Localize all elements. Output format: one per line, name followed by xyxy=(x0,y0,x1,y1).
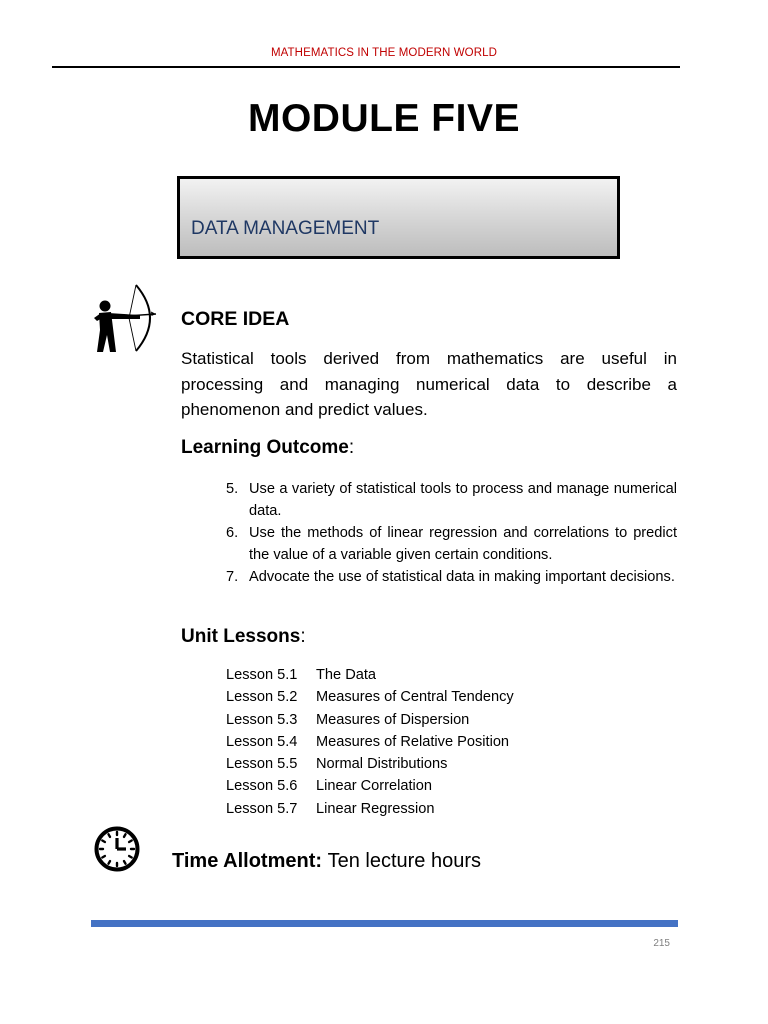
lesson-row xyxy=(226,798,514,820)
learning-outcome-list xyxy=(226,478,677,588)
time-allotment-value: Ten lecture hours xyxy=(327,850,481,872)
list-item-number: 7. xyxy=(226,569,239,585)
header-divider xyxy=(52,66,680,68)
lesson-title: Measures of Dispersion xyxy=(316,711,470,728)
unit-lessons-list xyxy=(226,664,514,820)
lesson-title: Normal Distributions xyxy=(316,756,448,773)
list-item xyxy=(226,478,677,522)
learning-outcome-colon: : xyxy=(348,437,355,458)
lesson-row xyxy=(226,709,514,731)
list-item-number: 6. xyxy=(226,525,239,541)
module-title: MODULE FIVE xyxy=(247,97,520,140)
core-idea-text: Statistical tools derived from mathematics are useful in processing and managing numerical data to describe a phenomenon and predict values. xyxy=(181,349,677,419)
running-header: MATHEMATICS IN THE MODERN WORLD xyxy=(270,47,498,59)
lesson-code: Lesson 5.5 xyxy=(226,756,298,773)
lesson-code: Lesson 5.2 xyxy=(226,689,298,706)
lesson-code: Lesson 5.4 xyxy=(226,733,298,750)
unit-lessons-title: Unit Lessons xyxy=(181,626,301,647)
lesson-row xyxy=(226,775,514,797)
lesson-title: The Data xyxy=(316,667,377,683)
list-item-number: 5. xyxy=(226,481,239,497)
time-allotment xyxy=(172,850,481,873)
lesson-row xyxy=(226,731,514,753)
lesson-title: Measures of Relative Position xyxy=(316,733,510,750)
unit-lessons-colon: : xyxy=(300,626,306,647)
footer-divider xyxy=(91,920,678,927)
lesson-row xyxy=(226,664,514,686)
lesson-row xyxy=(226,753,514,775)
page-number: 215 xyxy=(653,938,670,949)
lesson-code: Lesson 5.3 xyxy=(226,711,298,728)
learning-outcome-heading xyxy=(181,437,354,459)
lesson-title: Linear Regression xyxy=(316,800,435,817)
list-item-text: Use a variety of statistical tools to process and manage numerical data. xyxy=(249,481,677,519)
lesson-code: Lesson 5.1 xyxy=(226,667,298,683)
section-title-box xyxy=(177,176,620,259)
time-allotment-label: Time Allotment: xyxy=(172,850,323,872)
core-idea-heading: CORE IDEA xyxy=(181,308,290,330)
list-item xyxy=(226,566,677,588)
unit-lessons-heading xyxy=(181,626,306,648)
lesson-code: Lesson 5.6 xyxy=(226,778,298,795)
learning-outcome-title: Learning Outcome xyxy=(181,437,349,458)
lesson-title: Linear Correlation xyxy=(316,778,433,795)
section-title: DATA MANAGEMENT xyxy=(191,218,380,239)
lesson-row xyxy=(226,686,514,708)
list-item-text: Use the methods of linear regression and correlations to predict the value of a variable given certain conditions. xyxy=(249,525,677,563)
list-item xyxy=(226,522,677,566)
archer-icon xyxy=(92,282,158,354)
lesson-title: Measures of Central Tendency xyxy=(316,689,514,706)
list-item-text: Advocate the use of statistical data in making important decisions. xyxy=(249,569,675,585)
clock-icon xyxy=(93,825,141,873)
lesson-code: Lesson 5.7 xyxy=(226,800,298,817)
